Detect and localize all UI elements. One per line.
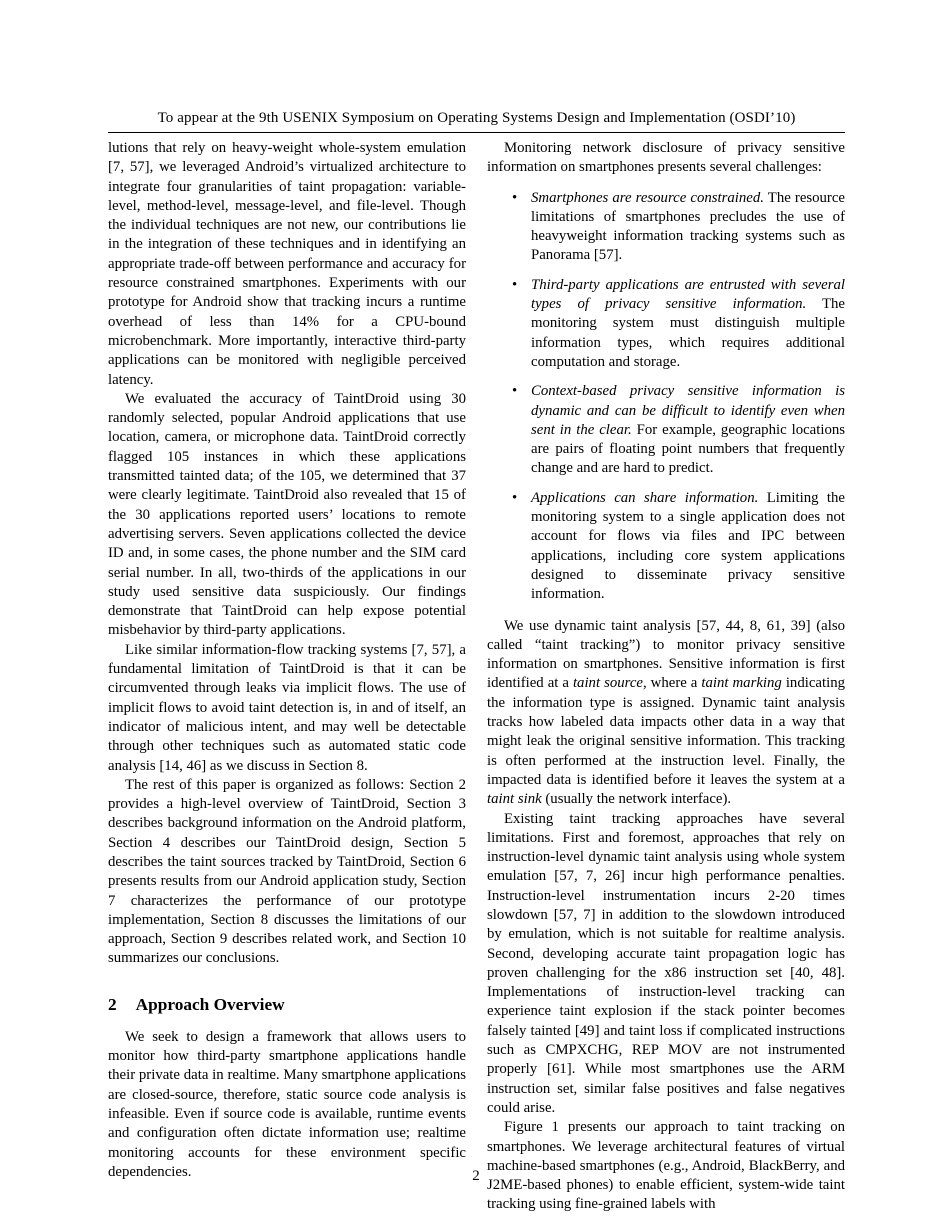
- text-run: Like similar information-flow tracking systems [7, 57], a fundamental limitation of TaintDroid is that it can be circumvented through leaks via implicit flows. The use of implicit flows to avoid taint detection is, in and of itself, an indicator of malicious intent, and may well be detectable through other techniques such as automated static code analysis [14, 46] as we discuss in Section 8.: [108, 641, 466, 774]
- section-title: Approach Overview: [135, 994, 285, 1014]
- bullet-item: [512, 276, 845, 372]
- bullet-item: [512, 189, 845, 266]
- italic-text-run: taint sink: [487, 791, 542, 808]
- italic-text-run: Smartphones are resource constrained.: [531, 189, 764, 206]
- bullet-icon: •: [512, 189, 518, 206]
- paragraph: [108, 1028, 466, 1182]
- two-column-body: [108, 139, 845, 1215]
- text-run: lutions that rely on heavy-weight whole-system emulation [7, 57], we leveraged Android’s virtualized architecture to integrate four granularities of taint propagation: variable-level, method-level, message-level, and file-level. Though the individual techniques are not new, our contributions lie in the integration of these techniques and in identifying an appropriate trade-off between performance and accuracy for resource constrained smartphones. Experiments with our prototype for Android show that tracking incurs a runtime overhead of less than 14% for a CPU-bound microbenchmark. More importantly, interactive third-party applications can be monitored with negligible perceived latency.: [108, 140, 466, 388]
- paragraph: [108, 390, 466, 641]
- paragraph: [108, 776, 466, 969]
- text-run: The resource limitations of smartphones precludes the use of heavyweight information tracking systems such as Panorama [57].: [531, 189, 845, 264]
- paragraph: [487, 617, 845, 810]
- right-column: [487, 139, 845, 1215]
- paragraph: [108, 139, 466, 390]
- text-run: For example, geographic locations are pairs of floating point numbers that frequently change and are hard to predict.: [531, 421, 846, 477]
- italic-text-run: Context-based privacy sensitive information is dynamic and can be difficult to identify even when sent in the clear.: [531, 383, 845, 438]
- bullet-icon: •: [512, 383, 518, 400]
- page-number: 2: [472, 1168, 480, 1184]
- bullet-icon: •: [512, 276, 518, 293]
- text-run: We use dynamic taint analysis [57, 44, 8, 61, 39] (also called “taint tracking”) to monitor privacy sensitive information on smartphones. Sensitive information is first identified at a: [487, 617, 845, 692]
- text-run: Monitoring network disclosure of privacy sensitive information on smartphones presents several challenges:: [487, 140, 845, 176]
- text-run: The monitoring system must distinguish multiple information types, which requires additional computation and storage.: [531, 296, 845, 370]
- section-heading: [108, 995, 466, 1015]
- paragraph: [487, 810, 845, 1119]
- section-number: 2: [108, 994, 117, 1014]
- text-run: We evaluated the accuracy of TaintDroid using 30 randomly selected, popular Android applications that use location, camera, or microphone data. TaintDroid correctly flagged 105 instances in which these applications transmitted tainted data; of the 105, we determined that 37 were clearly legitimate. TaintDroid also revealed that 15 of the 30 applications reported users’ locations to remote advertising servers. Seven applications collected the device ID and, in some cases, the phone number and the SIM card serial number. In all, two-thirds of the applications in our study used sensitive data suspiciously. Our findings demonstrate that TaintDroid can help expose potential misbehavior by third-party applications.: [108, 390, 466, 639]
- bullet-item: [512, 382, 846, 478]
- italic-text-run: taint marking: [701, 675, 782, 692]
- text-run: Limiting the monitoring system to a single application does not account for flows via files and IPC between applications, including core system applications designed to disseminate privacy sensitive information.: [531, 489, 845, 603]
- text-run: The rest of this paper is organized as follows: Section 2 provides a high-level overview of TaintDroid, Section 3 describes background information on the Android platform, Section 4 describes our TaintDroid design, Section 5 describes the taint sources tracked by TaintDroid, Section 6 presents results from our Android application study, Section 7 characterizes the performance of our prototype implementation, Section 8 discusses the limitations of our approach, Section 9 describes related work, and Section 10 summarizes our conclusions.: [108, 776, 466, 967]
- running-header: To appear at the 9th USENIX Symposium on Operating Systems Design and Implementation (OSDI’10): [108, 110, 845, 133]
- text-run: (usually the network interface).: [541, 791, 732, 808]
- text-run: We seek to design a framework that allows users to monitor how third-party smartphone applications handle their private data in realtime. Many smartphone applications are closed-source, therefore, static source code analysis is infeasible. Even if source code is available, runtime events and configuration often dictate information use; realtime monitoring accounts for these environment specific dependencies.: [108, 1028, 466, 1180]
- bullet-icon: •: [512, 489, 518, 506]
- text-run: Existing taint tracking approaches have several limitations. First and foremost, approaches that rely on instruction-level dynamic taint analysis using whole system emulation [57, 7, 26] incur high performance penalties. Instruction-level instrumentation incurs 2-20 times slowdown [57, 7] in addition to the slowdown introduced by emulation, which is not suitable for realtime analysis. Second, developing accurate taint propagation logic has proven challenging for the x86 instruction set [40, 48]. Implementations of instruction-level tracking can experience taint explosion if the stack pointer becomes falsely tainted [49] and taint loss if complicated instructions such as CMPXCHG, REP MOV are not instrumented properly [61]. While most smartphones use the ARM instruction set, similar false positives and false negatives could arise.: [487, 810, 845, 1116]
- bullet-item: [512, 489, 845, 605]
- left-column: [108, 139, 466, 1215]
- italic-text-run: Third-party applications are entrusted with several types of privacy sensitive information.: [531, 276, 845, 313]
- text-run: , where a: [642, 675, 702, 692]
- text-run: Figure 1 presents our approach to taint tracking on smartphones. We leverage architectural features of virtual machine-based smartphones (e.g., Android, BlackBerry, and J2ME-based phones) to enable efficient, system-wide taint tracking using fine-grained labels with: [487, 1119, 845, 1213]
- italic-text-run: Applications can share information.: [531, 489, 759, 506]
- paragraph: [487, 1118, 845, 1214]
- paragraph: [108, 641, 466, 776]
- italic-text-run: taint source: [572, 675, 643, 692]
- bullet-list: [487, 189, 845, 605]
- paragraph: [487, 139, 845, 178]
- text-run: indicating the information type is assigned. Dynamic taint analysis tracks how labeled data impacts other data in a way that might leak the original sensitive information. This tracking is often performed at the instruction level. Finally, the impacted data is identified before it leaves the system at a: [487, 675, 845, 788]
